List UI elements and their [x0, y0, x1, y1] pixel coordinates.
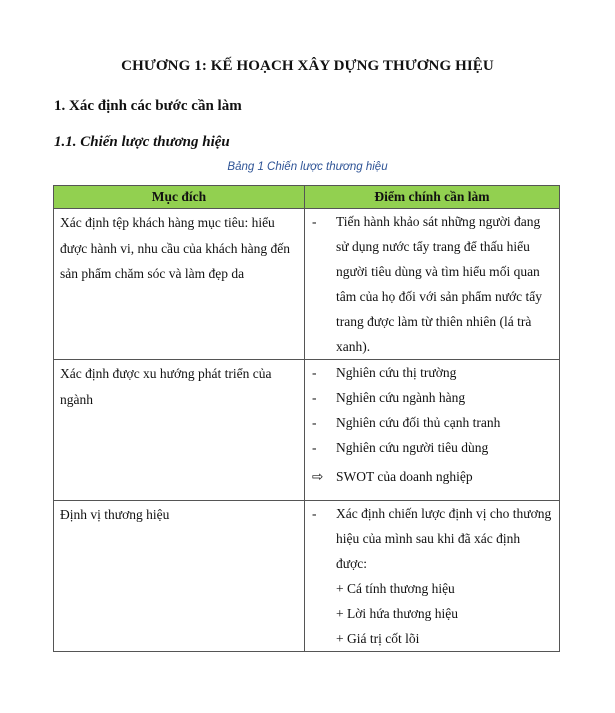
dash-marker: -	[312, 415, 317, 430]
list-item	[311, 360, 553, 385]
list-item	[311, 209, 553, 359]
sub-item: + Lời hứa thương hiệu	[336, 606, 459, 621]
purpose-text: Xác định tệp khách hàng mục tiêu: hiểu được hành vi, nhu cầu của khách hàng đến sản phẩm chăm sóc và làm đẹp da	[60, 215, 291, 281]
header-key-points: Điểm chính cần làm	[305, 186, 560, 209]
point-text: Xác định chiến lược định vị cho thương hiệu của mình sau khi đã xác định được:	[336, 506, 552, 571]
point-text: Nghiên cứu đối thủ cạnh tranh	[336, 415, 501, 430]
table-row	[54, 360, 560, 501]
purpose-cell	[54, 360, 305, 501]
table-caption: Bảng 1 Chiến lược thương hiệu	[227, 161, 388, 173]
dash-marker: -	[312, 390, 317, 405]
point-text: Nghiên cứu người tiêu dùng	[336, 440, 489, 455]
conclusion-text: SWOT của doanh nghiệp	[336, 469, 473, 484]
subsection-heading: 1.1. Chiến lược thương hiệu	[54, 134, 230, 150]
conclusion-item	[311, 464, 553, 489]
brand-strategy-table	[53, 185, 560, 652]
purpose-text: Xác định được xu hướng phát triển của ngành	[60, 366, 272, 407]
sub-item: + Cá tính thương hiệu	[336, 581, 455, 596]
list-item	[311, 410, 553, 435]
list-item	[311, 501, 553, 576]
table-header-row	[54, 186, 560, 209]
purpose-cell	[54, 209, 305, 360]
point-text: Tiến hành khảo sát những người đang sử dụng nước tẩy trang để thấu hiểu người tiêu dùng và tìm hiểu mối quan tâm của họ đối với sản phẩm nước tẩy trang được làm từ thiên nhiên (lá trà xanh).	[336, 214, 543, 354]
right-arrow-icon: ⇨	[312, 469, 324, 484]
header-purpose: Mục đích	[54, 186, 305, 209]
section-heading: 1. Xác định các bước cần làm	[54, 98, 242, 114]
sub-item: + Giá trị cốt lõi	[336, 631, 420, 646]
points-cell	[305, 209, 560, 360]
table-row	[54, 501, 560, 652]
point-text: Nghiên cứu thị trường	[336, 365, 457, 380]
table-row	[54, 209, 560, 360]
dash-marker: -	[312, 365, 317, 380]
points-cell	[305, 501, 560, 652]
dash-marker: -	[312, 440, 317, 455]
purpose-text: Định vị thương hiệu	[60, 507, 170, 522]
dash-marker: -	[312, 214, 317, 229]
list-item	[311, 385, 553, 410]
point-text: Nghiên cứu ngành hàng	[336, 390, 466, 405]
points-cell	[305, 360, 560, 501]
purpose-cell	[54, 501, 305, 652]
chapter-title: CHƯƠNG 1: KẾ HOẠCH XÂY DỰNG THƯƠNG HIỆU	[121, 58, 494, 74]
list-item	[311, 435, 553, 460]
dash-marker: -	[312, 506, 317, 521]
